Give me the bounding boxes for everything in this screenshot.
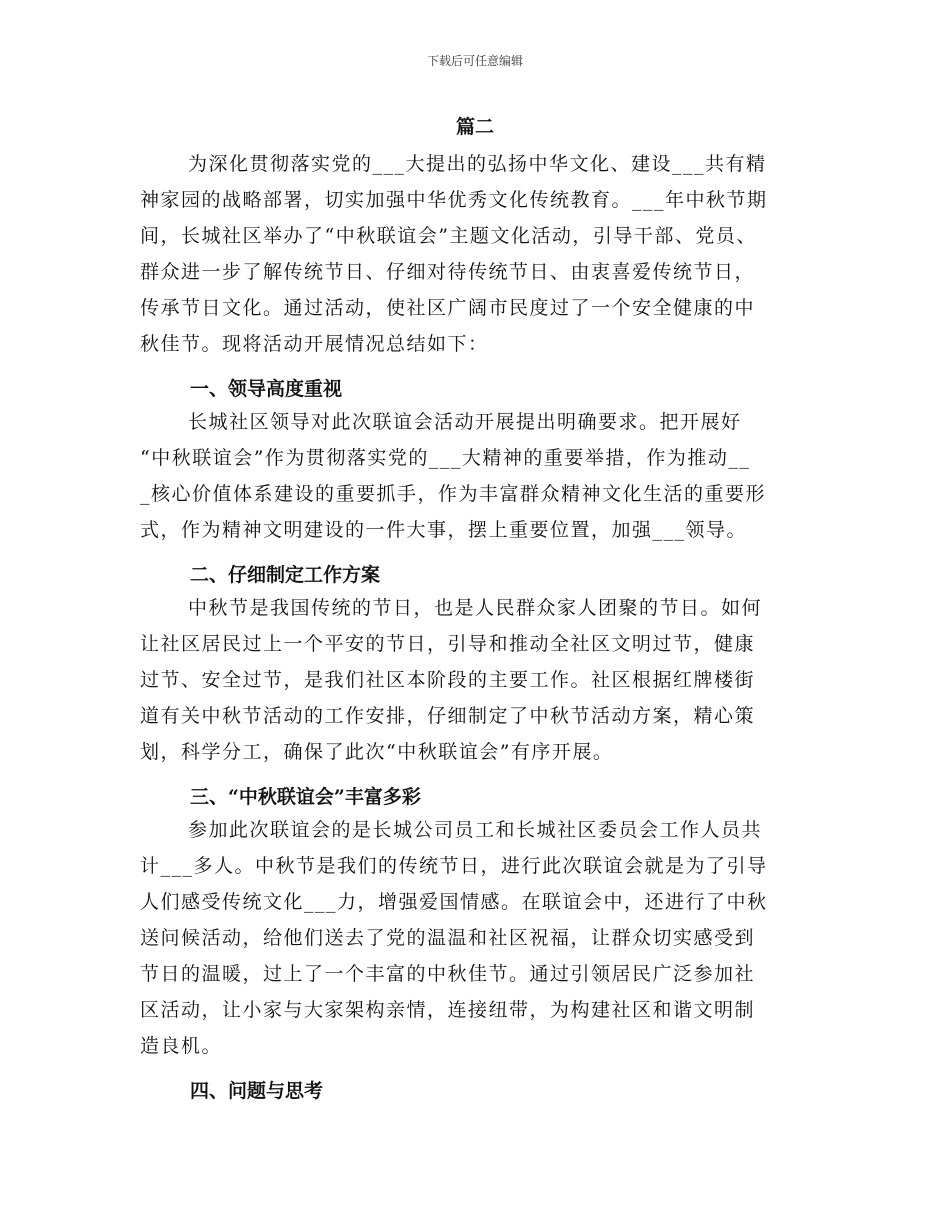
- paragraph-line: 人们感受传统文化___力，增强爱国情感。在联谊会中，还进行了中秋: [140, 891, 768, 913]
- paragraph-line: 造良机。: [140, 1035, 223, 1057]
- paragraph-line: 间，长城社区举办了“中秋联谊会”主题文化活动，引导干部、党员、: [140, 225, 757, 247]
- paragraph-line: 群众进一步了解传统节日、仔细对待传统节日、由衷喜爱传统节日，: [140, 261, 756, 283]
- paragraph-line: 传承节日文化。通过活动，使社区广阔市民度过了一个安全健康的中: [140, 297, 756, 319]
- paragraph-line: 区活动，让小家与大家架构亲情，连接纽带，为构建社区和谐文明制: [140, 999, 756, 1021]
- paragraph-line: 让社区居民过上一个平安的节日，引导和推动全社区文明过节，健康: [140, 633, 756, 655]
- paragraph-line: 道有关中秋节活动的工作安排，仔细制定了中秋节活动方案，精心策: [140, 705, 756, 727]
- document-title: 篇二: [455, 116, 494, 138]
- section-heading-3: 三、“中秋联谊会”丰富多彩: [190, 786, 421, 808]
- section-heading-2: 二、仔细制定工作方案: [190, 564, 381, 586]
- section-heading-4: 四、问题与思考: [190, 1080, 324, 1102]
- paragraph-line: 划，科学分工，确保了此次“中秋联谊会”有序开展。: [140, 741, 614, 763]
- paragraph-line: “中秋联谊会”作为贯彻落实党的___大精神的重要举措，作为推动__: [140, 447, 751, 469]
- paragraph-line: 秋佳节。现将活动开展情况总结如下：: [140, 333, 489, 355]
- section-2-paragraph: [140, 590, 820, 770]
- paragraph-line: 计___多人。中秋节是我们的传统节日，进行此次联谊会就是为了引导: [140, 855, 768, 877]
- section-1-paragraph: [140, 404, 820, 548]
- intro-paragraph: [140, 146, 820, 362]
- paragraph-line: 长城社区领导对此次联谊会活动开展提出明确要求。把开展好: [188, 411, 742, 433]
- paragraph-line: 式，作为精神文明建设的一件大事，摆上重要位置，加强___领导。: [140, 519, 748, 541]
- paragraph-line: 过节、安全过节，是我们社区本阶段的主要工作。社区根据红牌楼街: [140, 669, 756, 691]
- paragraph-line: 节日的温暖，过上了一个丰富的中秋佳节。通过引领居民广泛参加社: [140, 963, 756, 985]
- paragraph-line: 参加此次联谊会的是长城公司员工和长城社区委员会工作人员共: [188, 819, 763, 841]
- paragraph-line: 中秋节是我国传统的节日，也是人民群众家人团聚的节日。如何: [188, 597, 763, 619]
- paragraph-line: 神家园的战略部署，切实加强中华优秀文化传统教育。___年中秋节期: [140, 189, 768, 211]
- paragraph-line: 为深化贯彻落实党的___大提出的弘扬中华文化、建设___共有精: [188, 153, 767, 175]
- paragraph-line: _核心价值体系建设的重要抓手，作为丰富群众精神文化生活的重要形: [140, 483, 767, 505]
- section-3-paragraph: [140, 812, 820, 1064]
- page-header-note: 下载后可任意编辑: [426, 54, 523, 68]
- section-heading-1: 一、领导高度重视: [190, 378, 343, 400]
- paragraph-line: 送问候活动，给他们送去了党的温温和社区祝福，让群众切实感受到: [140, 927, 756, 949]
